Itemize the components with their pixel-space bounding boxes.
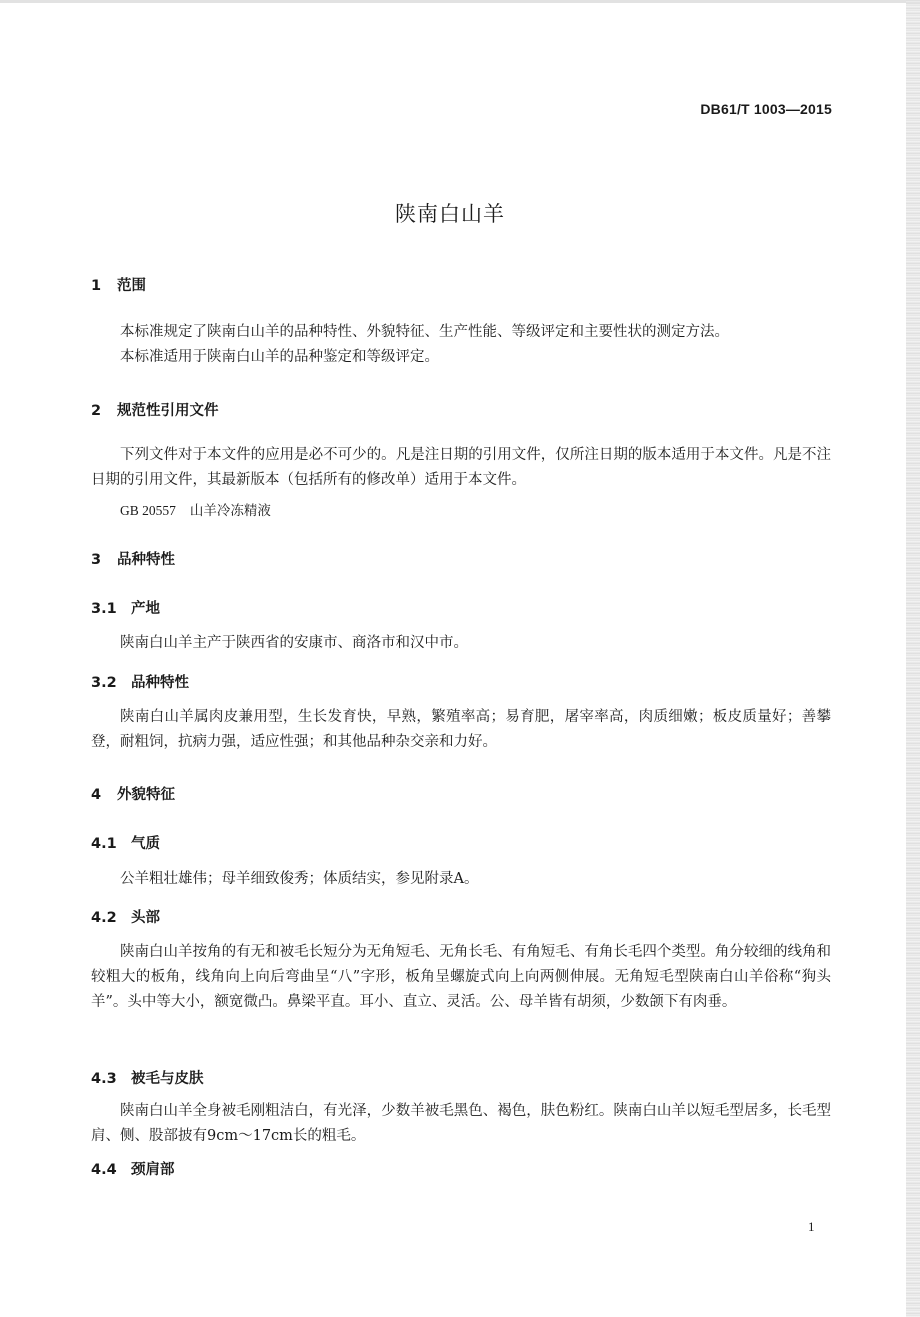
scan-shadow-right: [906, 0, 920, 1317]
standard-code: DB61/T 1003—2015: [700, 101, 832, 117]
reference-code: GB 20557: [120, 503, 176, 518]
section-number: 4.2: [91, 910, 117, 926]
section-2-heading: [91, 399, 219, 420]
section-title: 外貌特征: [117, 787, 175, 803]
section-4-2-heading: [91, 906, 160, 927]
reference-name: 山羊冷冻精液: [189, 503, 271, 519]
section-4-4-heading: [91, 1158, 175, 1179]
section-number: 4: [91, 787, 102, 803]
section-4-1-paragraph: 公羊粗壮雄伟；母羊细致俊秀；体质结实，参见附录A。: [120, 871, 479, 887]
section-4-3-paragraph: 陕南白山羊全身被毛刚粗洁白，有光泽，少数羊被毛黑色、褐色，肤色粉红。陕南白山羊以短毛型居多，长毛型肩、侧、股部披有9cm～17cm长的粗毛。: [91, 1103, 831, 1144]
section-1-paragraph-1: 本标准规定了陕南白山羊的品种特性、外貌特征、生产性能、等级评定和主要性状的测定方法。: [120, 324, 729, 340]
section-title: 规范性引用文件: [117, 403, 219, 419]
section-number: 1: [91, 278, 102, 294]
section-title: 头部: [131, 910, 160, 926]
section-number: 3.1: [91, 601, 117, 617]
page-number: 1: [808, 1219, 815, 1234]
document-title: 陕南白山羊: [395, 202, 505, 226]
section-title: 气质: [131, 836, 160, 852]
section-1-heading: [91, 274, 146, 295]
section-number: 4.1: [91, 836, 117, 852]
section-2-paragraph: 下列文件对于本文件的应用是必不可少的。凡是注日期的引用文件，仅所注日期的版本适用于本文件。凡是不注日期的引用文件，其最新版本（包括所有的修改单）适用于本文件。: [91, 447, 831, 488]
section-title: 被毛与皮肤: [131, 1071, 204, 1087]
section-number: 4.4: [91, 1162, 117, 1178]
section-3-2-heading: [91, 671, 189, 692]
section-title: 产地: [131, 601, 160, 617]
section-title: 品种特性: [131, 675, 189, 691]
section-title: 品种特性: [117, 552, 175, 568]
section-number: 4.3: [91, 1071, 117, 1087]
section-4-1-heading: [91, 832, 160, 853]
section-number: 3.2: [91, 675, 117, 691]
section-1-paragraph-2: 本标准适用于陕南白山羊的品种鉴定和等级评定。: [120, 349, 439, 365]
section-3-1-heading: [91, 597, 160, 618]
section-number: 2: [91, 403, 102, 419]
section-3-1-paragraph: 陕南白山羊主产于陕西省的安康市、商洛市和汉中市。: [120, 635, 468, 651]
section-title: 颈肩部: [131, 1162, 175, 1178]
section-3-heading: [91, 548, 175, 569]
normative-reference: [120, 499, 271, 519]
section-number: 3: [91, 552, 102, 568]
section-4-heading: [91, 783, 175, 804]
section-3-2-paragraph: 陕南白山羊属肉皮兼用型，生长发育快，早熟，繁殖率高；易育肥，屠宰率高，肉质细嫩；板皮质量好；善攀登，耐粗饲，抗病力强，适应性强；和其他品种杂交亲和力好。: [91, 709, 831, 750]
section-4-2-paragraph: 陕南白山羊按角的有无和被毛长短分为无角短毛、无角长毛、有角短毛、有角长毛四个类型。角分较细的线角和较粗大的板角，线角向上向后弯曲呈“八”字形，板角呈螺旋式向上向两侧伸展。无角短毛型陕南白山羊俗称“狗头羊”。头中等大小，额宽微凸。鼻梁平直。耳小、直立、灵活。公、母羊皆有胡须，少数颌下有肉垂。: [91, 944, 831, 1010]
section-title: 范围: [117, 278, 146, 294]
scan-shadow-top: [0, 0, 920, 3]
section-4-3-heading: [91, 1067, 204, 1088]
